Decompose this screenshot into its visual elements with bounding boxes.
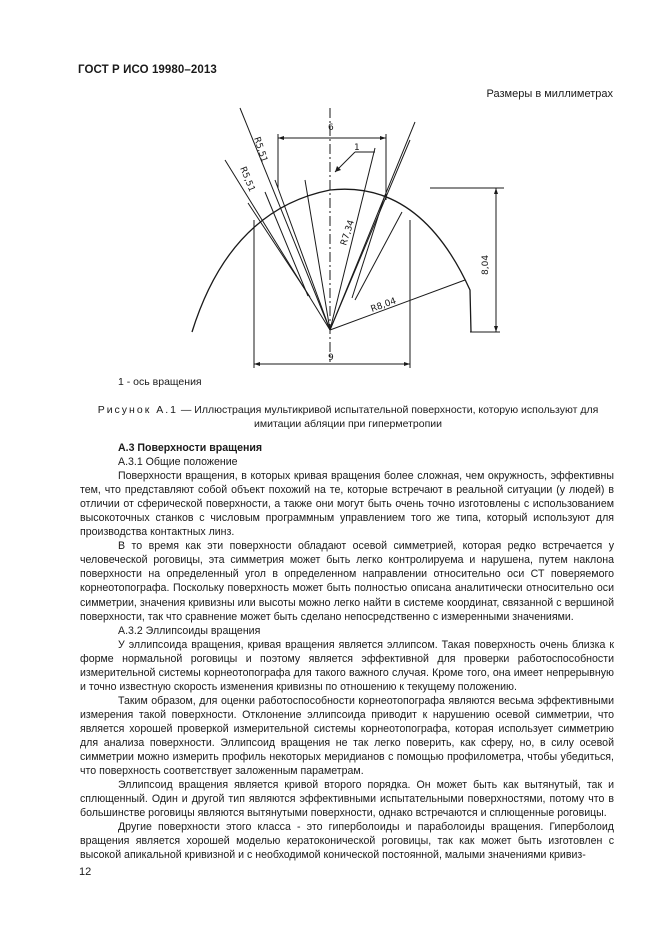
arrowheads	[254, 136, 498, 366]
figure-caption	[80, 403, 616, 431]
section-a32-title: А.3.2 Эллипсоиды вращения	[118, 624, 261, 637]
paragraph-2: В то время как эти поверхности обладают осевой симметрией, которая редко встречается у человеческой роговицы, эта симметрия может быть легко контролируема и нарушена, путем наклона поверхности на определенный угол в определенном направлении относительно оси СТ поверяемого корнеотопографа. Поскольку поверхность может быть полностью описана аналитически относительно оси симметрии, значения кривизны или высоты можно легко найти в системе координат, связанной с вершиной поверхности, так что сравнение может быть сделано непосредственно с измеренными значениями.	[80, 540, 614, 623]
paragraph-1: Поверхности вращения, в которых кривая вращения более сложная, чем окружность, эффективны тем, что представляют собой объект похожий на те, которые встречают в реальной ситуации (у людей) в отличии от сферической поверхности, а также они могут быть очень точно изготовлены с использованием высокоточных станков с числовым программным управлением того же типа, который используют для производства контактных линз.	[80, 470, 614, 539]
construction-right-2	[355, 212, 402, 300]
caption-text: — Иллюстрация мультикривой испытательной поверхности, которую используют для имитации абляции при гиперметропии	[177, 404, 599, 430]
label-top-width: 6	[328, 123, 334, 133]
label-bottom-width: 9	[328, 353, 334, 363]
figure-legend: 1 - ось вращения	[118, 376, 202, 388]
section-a3-title: А.3 Поверхности вращения	[118, 442, 263, 454]
ray-r804	[330, 280, 465, 330]
body-text	[80, 441, 614, 862]
document-header: ГОСТ Р ИСО 19980–2013	[78, 64, 217, 76]
ray-left-2	[305, 180, 330, 330]
section-a31-title: А.3.1 Общие положение	[118, 456, 238, 469]
page-number: 12	[79, 866, 92, 878]
construction-left-2	[265, 192, 308, 296]
label-r551-lower: R5,51	[237, 165, 257, 194]
caption-lead: Рисунок А.1	[97, 404, 178, 416]
figure-drawing	[170, 100, 530, 375]
paragraph-6: Другие поверхности этого класса - это гиперболоиды и параболоиды вращения. Гиперболоид вращения является хорошей моделью кератоконической роговицы, так как может быть изготовлен с высокой апикальной кривизной и с необходимой конической постоянной, малыми значениями кривиз-	[80, 821, 614, 862]
paragraph-3: У эллипсоида вращения, кривая вращения является эллипсом. Такая поверхность очень близка к форме нормальной роговицы и поэтому является эффективной для проверки работоспособности измерительной системы корнеотопографа для такого важного случая. Кроме того, она имеет непрерывную и точно известную скорость изменения кривизны по отношению к текущему положению.	[80, 638, 614, 693]
label-r804: R8,04	[369, 296, 398, 315]
paragraph-5: Эллипсоид вращения является кривой второго порядка. Он может быть как вытянутый, так и сплющенный. Один и другой тип являются эффективными испытательными поверхностями, потому что в большинстве роговицы являются вытянутыми поверхности, однако встречаются и сплющенные роговицы.	[80, 779, 614, 820]
label-right-height: 8,04	[481, 254, 491, 275]
paragraph-4: Таким образом, для оценки работоспособности корнеотопографа являются весьма эффективными измерения такой поверхности. Отклонение эллипсоида приводит к нарушению осевой симметрии, что является хорошей проверкой измерительной системы корнеотопографа, которая использует симметрию для анализа поверхности. Эллипсоид вращения не так легко поверить, как сферу, но, в силу осевой симметрии можно измерить профиль некоторых меридианов с помощью профилометра, чтобы убедиться, что поверхность соответствует заложенным параметрам.	[80, 694, 614, 778]
surface-profile	[192, 189, 471, 332]
figure-multicurve-surface	[170, 100, 530, 375]
label-r551-upper: R5,51	[251, 135, 269, 164]
label-callout: 1	[354, 143, 360, 153]
units-note: Размеры в миллиметрах	[486, 88, 613, 100]
label-r734: R7,34	[339, 218, 357, 247]
construction-right	[352, 195, 385, 298]
